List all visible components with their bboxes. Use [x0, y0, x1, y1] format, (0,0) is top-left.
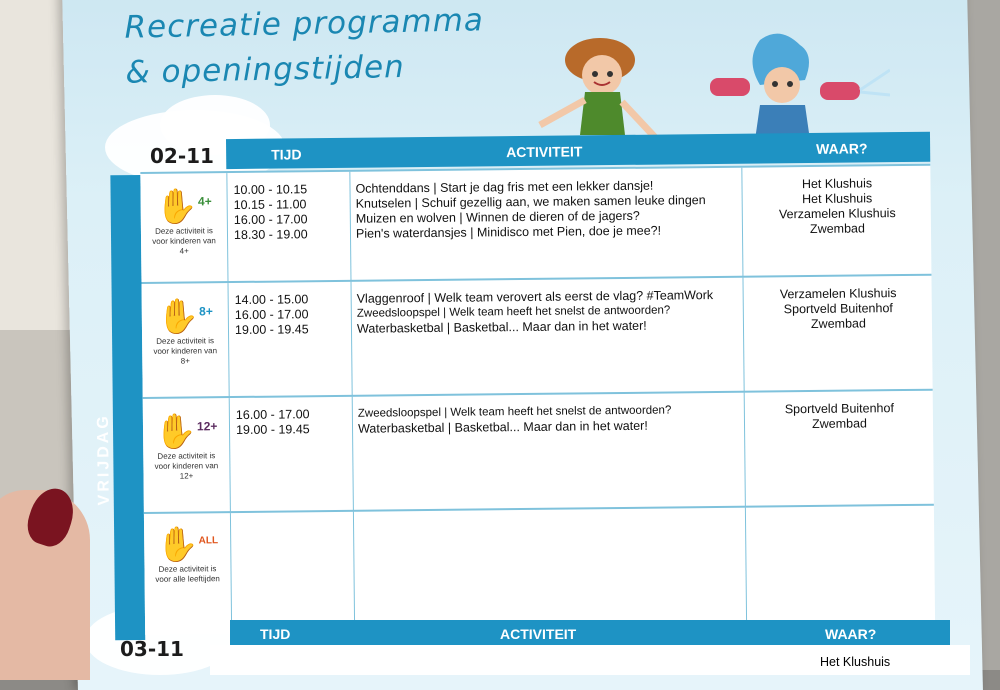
date-label-day1: 02-11 [150, 144, 214, 168]
time-item: 10.15 - 11.00 [233, 197, 307, 213]
activity-item: Zweedsloopspel | Welk team heeft het snelst de antwoorden? [357, 404, 672, 420]
location-item: Het Klushuis [801, 176, 873, 192]
location-item: Sportveld Buitenhof [783, 301, 893, 317]
table-header-day2 [230, 620, 950, 645]
location-item: Zwembad [809, 221, 865, 236]
time-cell [226, 172, 351, 283]
activity-cell [352, 393, 746, 512]
location-list [745, 401, 934, 433]
time-cell [228, 282, 353, 398]
age-caption: Deze activiteit is voor kinderen van 8+ [153, 336, 218, 366]
location-item: Het Klushuis [801, 191, 873, 207]
time-item: 18.30 - 19.00 [233, 227, 308, 243]
age-badge: 4+ [197, 194, 212, 209]
time-cell [229, 397, 354, 513]
age-cell [143, 398, 230, 514]
header-time: TIJD [271, 146, 302, 163]
schedule-grid [140, 164, 935, 635]
schedule-table-day1 [94, 132, 935, 635]
where-cell [744, 391, 935, 508]
activity-cell [350, 278, 744, 397]
age-badge: ALL [198, 535, 219, 547]
table-row [144, 504, 935, 637]
hand-8-icon: ✋$^{8+}$ [156, 297, 213, 337]
age-badge: 12+ [196, 419, 218, 434]
age-cell [144, 513, 231, 637]
time-item: 16.00 - 17.00 [235, 407, 310, 423]
flyer-title-line1: Recreatie programma [124, 2, 485, 46]
activity-item: Pien's waterdansjes | Minidisco met Pien, doe je mee?! [355, 223, 662, 241]
flyer-title-line2: & openingstijden [125, 48, 406, 91]
where-cell [741, 166, 932, 278]
where-cell [745, 506, 936, 631]
flyer-title [124, 0, 485, 96]
time-item: 16.00 - 17.00 [234, 307, 309, 323]
activity-item: Knutselen | Schuif gezellig aan, we maken samen leuke dingen [355, 193, 706, 211]
activity-item: Muizen en wolven | Winnen de dieren of de jagers? [355, 208, 640, 226]
time-list [236, 407, 310, 438]
location-list [742, 176, 932, 238]
activity-cell [353, 508, 747, 635]
age-cell [140, 173, 227, 284]
header-where: WAAR? [816, 140, 868, 157]
location-list [744, 286, 933, 333]
time-item: 14.00 - 15.00 [234, 292, 309, 308]
age-badge: 8+ [199, 304, 213, 319]
activity-item: Waterbasketbal | Basketbal... Maar dan in het water! [356, 318, 647, 336]
location-item: Het Klushuis [820, 655, 891, 669]
where-cell [742, 276, 933, 393]
activity-list [355, 178, 706, 242]
header-time: TIJD [260, 626, 291, 642]
hand-12-icon: ✋$^{12+}$ [154, 412, 218, 452]
activity-item: Ochtenddans | Start je dag fris met een lekker dansje! [355, 178, 654, 196]
hand-all-icon: ✋$^{ALL}$ [156, 525, 219, 565]
activity-item: Zweedsloopspel | Welk team heeft het snelst de antwoorden? [356, 304, 671, 320]
location-item: Zwembad [810, 316, 866, 331]
age-caption: Deze activiteit is voor alle leeftijden [155, 564, 220, 585]
activity-item: Waterbasketbal | Basketbal... Maar dan in het water! [357, 418, 648, 436]
header-where: WAAR? [825, 626, 877, 642]
activity-list [358, 403, 672, 436]
table-row [141, 274, 932, 399]
table-header [226, 132, 930, 169]
age-caption: Deze activiteit is voor kinderen van 12+ [154, 451, 219, 481]
time-item: 19.00 - 19.45 [234, 322, 309, 338]
age-cell [142, 283, 229, 399]
time-item: 10.00 - 10.15 [233, 182, 308, 198]
table-row [143, 389, 934, 514]
hand-4-icon: ✋$^{4+}$ [155, 187, 212, 227]
location-item: Sportveld Buitenhof [784, 401, 894, 417]
location-item: Verzamelen Klushuis [778, 206, 896, 222]
age-caption: Deze activiteit is voor kinderen van 4+ [152, 226, 216, 256]
table-row-day2 [210, 645, 970, 675]
day-label: VRIJDAG [94, 413, 113, 506]
location-item: Zwembad [811, 416, 868, 431]
table-row [140, 164, 931, 284]
time-list [233, 182, 307, 243]
header-activity: ACTIVITEIT [506, 143, 583, 161]
time-item: 19.00 - 19.45 [235, 422, 310, 438]
day-sidebar [94, 175, 145, 640]
time-list [235, 292, 309, 338]
activity-cell [349, 168, 743, 282]
activity-item: Vlaggenroof | Welk team verovert als eerst de vlag? #TeamWork [356, 288, 714, 306]
activity-list [357, 288, 714, 337]
time-cell [230, 512, 355, 636]
time-item: 16.00 - 17.00 [233, 212, 308, 228]
location-item: Verzamelen Klushuis [779, 286, 897, 302]
header-activity: ACTIVITEIT [500, 626, 577, 642]
date-label-day2: 03-11 [120, 637, 184, 661]
